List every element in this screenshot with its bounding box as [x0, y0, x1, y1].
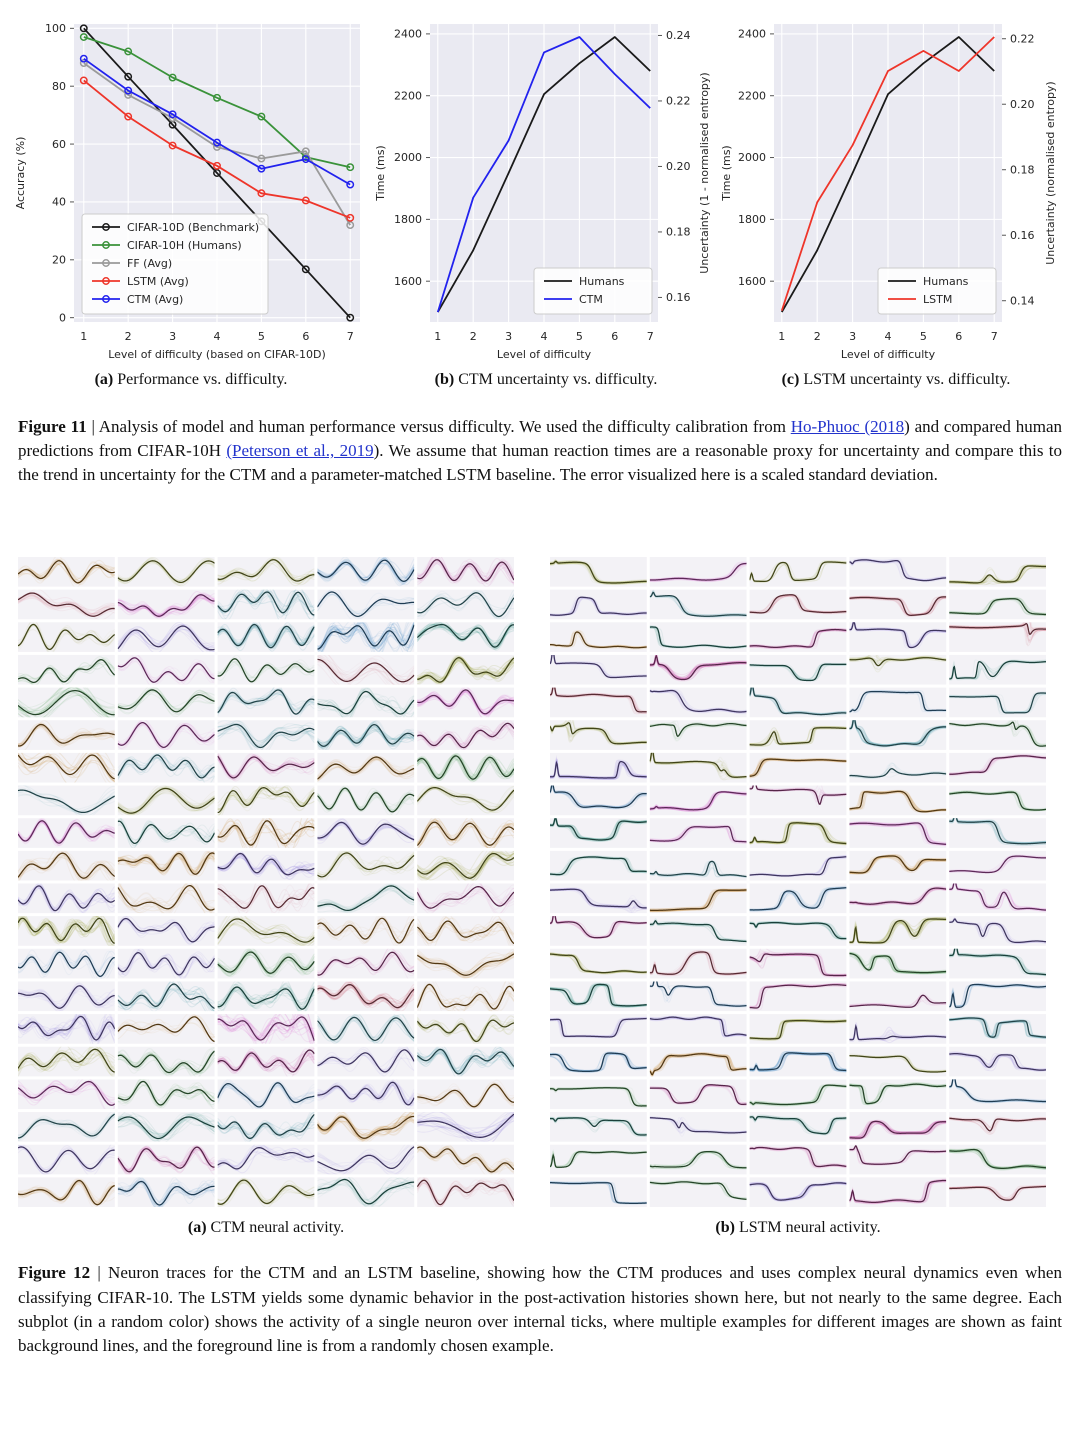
- lstm-neural-grid-block: [550, 557, 1046, 1237]
- chart-block-ctm-uncertainty: [372, 12, 720, 389]
- svg-text:5: 5: [919, 330, 927, 343]
- svg-text:LSTM (Avg): LSTM (Avg): [127, 275, 189, 288]
- lstm-uncertainty-vs-difficulty-svg: [720, 12, 1072, 364]
- svg-text:3: 3: [849, 330, 857, 343]
- svg-text:0: 0: [59, 311, 66, 325]
- svg-text:60: 60: [52, 137, 66, 151]
- svg-text:40: 40: [52, 195, 66, 209]
- chart-block-lstm-uncertainty: [720, 12, 1072, 389]
- svg-text:CIFAR-10H (Humans): CIFAR-10H (Humans): [127, 239, 242, 252]
- svg-text:Level of difficulty (based on: Level of difficulty (based on CIFAR-10D): [108, 348, 326, 361]
- svg-text:4: 4: [213, 330, 221, 343]
- svg-text:Humans: Humans: [579, 275, 625, 288]
- subcaption-c: [782, 371, 1011, 389]
- svg-text:Uncertainty (1 - normalised en: Uncertainty (1 - normalised entropy): [698, 72, 711, 274]
- svg-text:2: 2: [813, 330, 821, 343]
- figure12-caption: [18, 1261, 1062, 1358]
- svg-text:CTM: CTM: [579, 293, 603, 306]
- svg-text:80: 80: [52, 79, 66, 93]
- svg-text:2200: 2200: [738, 89, 766, 103]
- ctm-neural-activity-grid: [18, 557, 514, 1207]
- svg-text:Uncertainty (normalised entrop: Uncertainty (normalised entropy): [1044, 81, 1057, 265]
- subcaption-grid-b: [715, 1219, 880, 1237]
- svg-text:7: 7: [990, 330, 998, 343]
- subcaption-a: [95, 371, 288, 389]
- svg-text:3: 3: [169, 330, 177, 343]
- subcaption-grid-b-label: (b): [715, 1219, 735, 1237]
- svg-text:6: 6: [611, 330, 619, 343]
- svg-text:1: 1: [434, 330, 442, 343]
- svg-text:LSTM: LSTM: [923, 293, 953, 306]
- figure11-caption: [18, 415, 1062, 487]
- svg-text:20: 20: [52, 253, 66, 267]
- svg-text:Accuracy (%): Accuracy (%): [14, 136, 27, 210]
- svg-text:2000: 2000: [738, 151, 766, 165]
- svg-text:3: 3: [505, 330, 513, 343]
- lstm-neural-activity-grid: [550, 557, 1046, 1207]
- svg-text:2200: 2200: [394, 89, 422, 103]
- svg-text:1600: 1600: [738, 274, 766, 288]
- figure11-caption-label: Figure 11: [18, 417, 87, 436]
- svg-text:2400: 2400: [394, 27, 422, 41]
- svg-text:4: 4: [884, 330, 892, 343]
- svg-text:CIFAR-10D (Benchmark): CIFAR-10D (Benchmark): [127, 221, 260, 234]
- svg-text:1600: 1600: [394, 274, 422, 288]
- svg-text:Level of difficulty: Level of difficulty: [496, 348, 592, 361]
- performance-vs-difficulty-svg: [10, 12, 372, 364]
- figure11-charts-row: [0, 12, 1080, 389]
- svg-text:0.20: 0.20: [1010, 97, 1035, 111]
- paper-page: [0, 12, 1080, 1358]
- citation-peterson-2019[interactable]: (Peterson et al., 2019: [226, 441, 374, 461]
- figure11-caption-mid: ) and compared human predictions from CIFAR-10H: [18, 417, 1062, 461]
- svg-text:Time (ms): Time (ms): [720, 145, 733, 201]
- svg-text:7: 7: [646, 330, 654, 343]
- subcaption-a-label: (a): [94, 371, 114, 388]
- subcaption-grid-b-text: LSTM neural activity.: [734, 1219, 881, 1237]
- citation-ho-phuoc-2018[interactable]: Ho-Phuoc (2018: [790, 417, 905, 436]
- svg-text:1800: 1800: [738, 213, 766, 227]
- subcaption-grid-a: [188, 1219, 344, 1237]
- svg-text:4: 4: [540, 330, 548, 343]
- svg-text:2400: 2400: [738, 27, 766, 41]
- subcaption-c-label: (c): [781, 371, 800, 388]
- figure12-caption-label: Figure 12: [18, 1263, 91, 1283]
- svg-text:0.18: 0.18: [666, 225, 691, 239]
- subcaption-b-text: CTM uncertainty vs. difficulty.: [454, 371, 658, 388]
- subcaption-a-text: Performance vs. difficulty.: [113, 371, 288, 388]
- svg-text:0.14: 0.14: [1010, 294, 1035, 308]
- svg-text:Level of difficulty: Level of difficulty: [840, 348, 936, 361]
- svg-text:1: 1: [80, 330, 88, 343]
- figure11-caption-post: ). We assume that human reaction times are a reasonable proxy for uncertainty and compare this to the trend in uncertainty for the CTM and a parameter-matched LSTM baseline. The error visualized here is a scaled standard deviation.: [18, 441, 1062, 485]
- svg-text:0.24: 0.24: [666, 29, 691, 43]
- figure12-grids-row: [18, 557, 1080, 1237]
- svg-text:7: 7: [346, 330, 354, 343]
- svg-text:0.22: 0.22: [666, 94, 691, 108]
- subcaption-b: [435, 371, 658, 389]
- svg-text:2: 2: [124, 330, 132, 343]
- svg-text:CTM (Avg): CTM (Avg): [127, 293, 184, 306]
- svg-text:0.16: 0.16: [1010, 228, 1035, 242]
- subcaption-b-label: (b): [434, 371, 455, 388]
- svg-text:5: 5: [257, 330, 265, 343]
- svg-text:2000: 2000: [394, 151, 422, 165]
- figure11-caption-pre: | Analysis of model and human performance versus difficulty. We used the difficulty calibration from: [86, 417, 791, 436]
- ctm-uncertainty-chart: [372, 12, 720, 364]
- ctm-neural-grid-block: [18, 557, 514, 1237]
- subcaption-c-text: LSTM uncertainty vs. difficulty.: [799, 371, 1011, 388]
- svg-text:0.20: 0.20: [666, 160, 691, 174]
- chart-block-performance: [10, 12, 372, 389]
- svg-text:FF (Avg): FF (Avg): [127, 257, 173, 270]
- svg-text:1800: 1800: [394, 213, 422, 227]
- svg-text:0.18: 0.18: [1010, 163, 1035, 177]
- svg-text:5: 5: [575, 330, 583, 343]
- svg-text:6: 6: [302, 330, 310, 343]
- performance-chart: [10, 12, 372, 364]
- subcaption-grid-a-text: CTM neural activity.: [206, 1219, 345, 1237]
- svg-text:100: 100: [45, 22, 66, 36]
- figure12-caption-text: | Neuron traces for the CTM and an LSTM baseline, showing how the CTM produces and uses complex neural dynamics even when classifying CIFAR-10. The LSTM yields some dynamic behavior in the post-activation histories shown here, but not nearly to the same degree. Each subplot (in a random color) shows the activity of a single neuron over internal ticks, where multiple examples for different images are shown as faint background lines, and the foreground line is from a randomly chosen example.: [18, 1263, 1062, 1355]
- svg-text:Time (ms): Time (ms): [374, 145, 387, 201]
- svg-text:0.16: 0.16: [666, 291, 691, 305]
- ctm-uncertainty-vs-difficulty-svg: [372, 12, 720, 364]
- svg-text:Humans: Humans: [923, 275, 969, 288]
- svg-text:6: 6: [955, 330, 963, 343]
- subcaption-grid-a-label: (a): [187, 1219, 207, 1237]
- svg-text:2: 2: [469, 330, 477, 343]
- lstm-uncertainty-chart: [720, 12, 1072, 364]
- svg-text:0.22: 0.22: [1010, 32, 1035, 46]
- svg-text:1: 1: [778, 330, 786, 343]
